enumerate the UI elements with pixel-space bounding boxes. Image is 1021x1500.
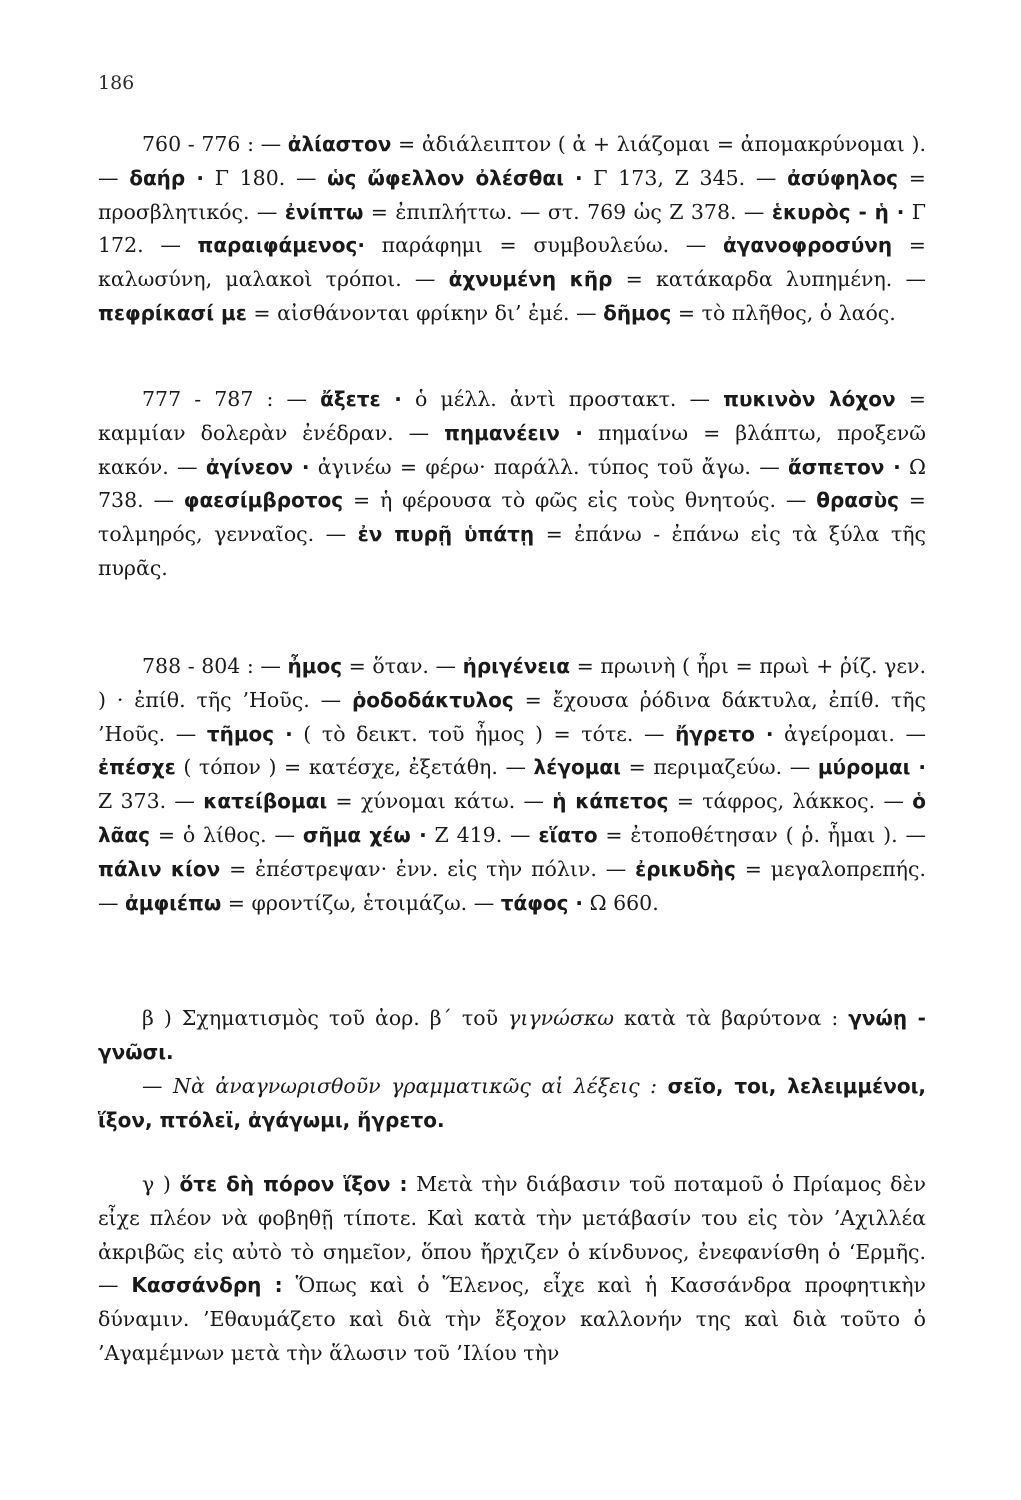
para-g-term2: Κασσάνδρη : bbox=[131, 1273, 283, 1298]
gloss-definition: = ἐπέστρεψαν· ἐνν. εἰς τὴν πόλιν. bbox=[229, 856, 597, 881]
gloss-term: ἑκυρὸς - ἡ · bbox=[771, 199, 905, 224]
gloss-definition: Ω 660. bbox=[589, 890, 659, 915]
gloss-definition: = ἀδιάλειπτον ( ἀ + λιάζομαι = ἀπομακρύνομαι ). bbox=[398, 132, 926, 156]
gloss-term: ἐν πυρῇ ὑπάτῃ bbox=[357, 522, 535, 547]
gloss-term: σῆμα χέω · bbox=[302, 822, 427, 847]
gloss-term: πυκινὸν λόχον bbox=[723, 387, 896, 411]
gloss-definition: = ἡ φέρουσα τὸ φῶς εἰς τοὺς θνητούς. bbox=[352, 488, 777, 513]
para-g-term1: ὅτε δὴ πόρον ἵξον : bbox=[179, 1172, 408, 1196]
gloss-definition: Ζ 419. bbox=[434, 822, 503, 847]
paragraph-g bbox=[98, 1168, 926, 1371]
gloss-term: ὁ λᾶας bbox=[98, 789, 926, 847]
gloss-definition: = ἐπιπλήττω. — στ. 769 ὡς Ζ 378. bbox=[370, 199, 737, 224]
gloss-term: παραιφάμενος· bbox=[197, 233, 365, 258]
gloss-definition: = προσβλητικός. bbox=[98, 165, 926, 224]
gloss-term: ἄσπετον · bbox=[787, 454, 901, 479]
gloss-definition: = τάφρος, λάκκος. bbox=[676, 789, 876, 814]
gloss-definition: ἀγείρομαι. bbox=[784, 721, 895, 746]
gloss-term: ἀσύφηλος bbox=[787, 165, 899, 190]
gloss-term: ἀλίαστον bbox=[287, 132, 392, 156]
gloss-definition: = τολμηρός, γενναῖος. bbox=[98, 488, 926, 547]
gloss-term: φαεσίμβροτος bbox=[183, 488, 344, 513]
gloss-definition: Γ 173, Ζ 345. bbox=[593, 165, 746, 190]
gloss-definition: Ζ 373. bbox=[98, 789, 167, 814]
gloss-definition: = αἰσθάνονται φρίκην δι’ ἐμέ. bbox=[253, 300, 570, 325]
section-788-804: 788 - 804 : — ἦμος = ὅταν. — ἠριγένεια = πρωινὴ ( ἦρι = πρωὶ + ῥίζ. γεν. ) · ἐπίθ. τῆς ’Ηοῦς. — ῥοδοδάκτυλος = ἔχουσα ῥόδινα δάκτυλα, ἐπίθ. τῆς ’Ηοῦς. — τῆμος · ( τὸ δεικτ. τοῦ ἦμος ) = τότε. — ἤγρετο · ἀγείρομαι. — ἐπέσχε ( τόπον ) = κατέσχε, ἐξετάθη. — λέγομαι = περιμαζεύω. — μύρομαι · Ζ 373. — κατείβομαι = χύνομαι κάτω. — ἡ κάπετος = τάφρος, λάκκος. — ὁ λᾶας = ὁ λίθος. — σῆμα χέω · Ζ 419. — εἵατο = ἐτοποθέτησαν ( ῥ. ἧμαι ). — πάλιν κίον = ἐπέστρεψαν· ἐνν. εἰς τὴν πόλιν. — ἐρικυδὴς = μεγαλοπρεπής. — ἀμφιέπω = φροντίζω, ἑτοιμάζω. — τάφος · Ω 660. bbox=[98, 654, 926, 915]
gloss-definition: = ὅταν. bbox=[348, 654, 429, 678]
gloss-term: θρασὺς bbox=[816, 488, 899, 513]
gloss-term: ἐπέσχε bbox=[98, 755, 176, 780]
gloss-definition: = πρωινὴ ( ἦρι = πρωὶ + ῥίζ. γεν. ) · ἐπίθ. τῆς ’Ηοῦς. bbox=[98, 654, 926, 712]
gloss-definition: = κατάκαρδα λυπημένη. bbox=[625, 267, 893, 292]
para-b-italic: γιγνώσκω bbox=[508, 1006, 614, 1030]
para-b-bold: γνώῃ - γνῶσι. bbox=[98, 1006, 926, 1064]
gloss-definition: ( τόπον ) = κατέσχε, ἐξετάθη. bbox=[183, 755, 498, 780]
para-b-text2: κατὰ τὰ βαρύτονα : bbox=[624, 1006, 839, 1030]
gloss-definition: Γ 180. bbox=[214, 165, 286, 190]
gloss-term: μύρομαι · bbox=[817, 755, 926, 780]
gloss-term: δαήρ · bbox=[129, 165, 204, 190]
exercise-instruction: — Νὰ ἀναγνωρισθοῦν γραμματικῶς αἱ λέξεις : bbox=[142, 1074, 658, 1098]
gloss-definition: = περιμαζεύω. bbox=[628, 755, 783, 780]
gloss-term: ἦμος bbox=[287, 654, 343, 678]
gloss-definition: παράφημι = συμβουλεύω. bbox=[381, 233, 670, 258]
gloss-term: ὡς ὤφελλον ὀλέσθαι · bbox=[327, 165, 583, 190]
gloss-term: ἐρικυδὴς bbox=[635, 856, 736, 881]
gloss-term: ἀγίνεον · bbox=[205, 454, 310, 479]
gloss-term: εἵατο bbox=[538, 822, 598, 847]
gloss-term: ἀχνυμένη κῆρ bbox=[448, 267, 613, 292]
gloss-definition: = χύνομαι κάτω. bbox=[335, 789, 516, 814]
section-range: 788 - 804 : bbox=[142, 654, 254, 678]
exercise-words: σεῖο, τοι, λελειμμένοι, ἵξον, πτόλεϊ, ἀγάγωμι, ἤγρετο. bbox=[98, 1074, 926, 1132]
gloss-definition: = καμμίαν δολερὰν ἐνέδραν. bbox=[98, 387, 926, 445]
para-g-marker: γ ) bbox=[142, 1172, 171, 1196]
gloss-term: κατείβομαι bbox=[203, 789, 328, 814]
para-g-text2: Ὅπως καὶ ὁ Ἕλενος, εἶχε καὶ ἡ Κασσάνδρα προφητικὴν δύναμιν. ’Εθαυμάζετο καὶ διὰ τὴν ἔξοχον καλλονήν της καὶ διὰ τοῦτο ὁ ’Αγαμέμνων μετὰ τὴν ἅλωσιν τοῦ ’Ιλίου τὴν bbox=[98, 1273, 926, 1365]
gloss-term: ἀμφιέπω bbox=[125, 890, 222, 915]
gloss-term: ἐνίπτω bbox=[284, 199, 364, 224]
para-b-marker: β ) bbox=[142, 1006, 172, 1030]
para-g-text1: Μετὰ τὴν διάβασιν τοῦ ποταμοῦ ὁ Πρίαμος δὲν εἶχε πλέον νὰ φοβηθῇ τίποτε. Καὶ κατὰ τὴν μετάβασίν του εἰς τὸν ’Αχιλλέα ἀκριβῶς εἰς αὐτὸ τὸ σημεῖον, ὅπου ἤρχιζεν ὁ κίνδυνος, ἐνεφανίσθη ὁ ‘Ερμῆς. — bbox=[98, 1172, 926, 1298]
gloss-definition: = τὸ πλῆθος, ὁ λαός. bbox=[677, 300, 896, 325]
gloss-definition: = φροντίζω, ἑτοιμάζω. bbox=[227, 890, 468, 915]
gloss-definition: = ἐπάνω - ἐπάνω εἰς τὰ ξύλα τῆς πυρᾶς. bbox=[98, 522, 926, 580]
gloss-term: λέγομαι bbox=[533, 755, 621, 780]
gloss-definition: πημαίνω = βλάπτω, προξενῶ κακόν. bbox=[98, 420, 926, 479]
paragraph-b bbox=[98, 1002, 926, 1070]
gloss-definition: Ω 738. bbox=[98, 454, 926, 513]
gloss-term: ἡ κάπετος bbox=[552, 789, 669, 814]
gloss-term: ἠριγένεια bbox=[462, 654, 570, 678]
gloss-definition: = μεγαλοπρεπής. bbox=[744, 856, 926, 881]
gloss-term: τάφος · bbox=[500, 890, 584, 915]
gloss-term: ῥοδοδάκτυλος bbox=[351, 687, 514, 712]
gloss-term: ἤγρετο · bbox=[675, 721, 774, 746]
paragraph-exercise bbox=[98, 1070, 926, 1138]
gloss-term: ἀγανοφροσύνη bbox=[722, 233, 893, 258]
section-777-787: 777 - 787 : — ἄξετε · ὁ μέλλ. ἀντὶ προστακτ. — πυκινὸν λόχον = καμμίαν δολερὰν ἐνέδραν. — πημανέειν · πημαίνω = βλάπτω, προξενῶ κακόν. — ἀγίνεον · ἀγινέω = φέρω· παράλλ. τύπος τοῦ ἄγω. — ἄσπετον · Ω 738. — φαεσίμβροτος = ἡ φέρουσα τὸ φῶς εἰς τοὺς θνητούς. — θρασὺς = τολμηρός, γενναῖος. — ἐν πυρῇ ὑπάτῃ = ἐπάνω - ἐπάνω εἰς τὰ ξύλα τῆς πυρᾶς. bbox=[98, 387, 926, 580]
section-760-776: 760 - 776 : — ἀλίαστον = ἀδιάλειπτον ( ἀ + λιάζομαι = ἀπομακρύνομαι ). — δαήρ · Γ 180. — ὡς ὤφελλον ὀλέσθαι · Γ 173, Ζ 345. — ἀσύφηλος = προσβλητικός. — ἐνίπτω = ἐπιπλήττω. — στ. 769 ὡς Ζ 378. — ἑκυρὸς - ἡ · Γ 172. — παραιφάμενος· παράφημι = συμβουλεύω. — ἀγανοφροσύνη = καλωσύνη, μαλακοὶ τρόποι. — ἀχνυμένη κῆρ = κατάκαρδα λυπημένη. — πεφρίκασί με = αἰσθάνονται φρίκην δι’ ἐμέ. — δῆμος = τὸ πλῆθος, ὁ λαός. bbox=[98, 132, 926, 325]
gloss-definition: = ἐτοποθέτησαν ( ῥ. ἧμαι ). bbox=[605, 822, 898, 847]
gloss-definition: Γ 172. bbox=[98, 199, 926, 258]
gloss-definition: = ἔχουσα ῥόδινα δάκτυλα, ἐπίθ. τῆς ’Ηοῦς. bbox=[98, 687, 926, 746]
gloss-definition: ὁ μέλλ. ἀντὶ προστακτ. bbox=[414, 387, 677, 411]
gloss-definition: = ὁ λίθος. bbox=[157, 822, 267, 847]
gloss-term: τῆμος · bbox=[206, 721, 293, 746]
section-range: 777 - 787 : bbox=[142, 387, 274, 411]
page-number: 186 bbox=[98, 72, 135, 94]
gloss-term: πεφρίκασί με bbox=[98, 300, 247, 325]
gloss-definition: = καλωσύνη, μαλακοὶ τρόποι. bbox=[98, 233, 926, 292]
para-b-text: Σχηματισμὸς τοῦ ἀορ. β΄ τοῦ bbox=[181, 1006, 499, 1030]
section-range: 760 - 776 : bbox=[142, 132, 254, 156]
gloss-term: πάλιν κίον bbox=[98, 856, 221, 881]
gloss-definition: ( τὸ δεικτ. τοῦ ἦμος ) = τότε. bbox=[303, 721, 634, 746]
gloss-definition: ἀγινέω = φέρω· παράλλ. τύπος τοῦ ἄγω. bbox=[317, 454, 751, 479]
gloss-term: δῆμος bbox=[603, 300, 672, 325]
gloss-term: πημανέειν · bbox=[444, 420, 583, 445]
gloss-term: ἄξετε · bbox=[320, 387, 402, 411]
